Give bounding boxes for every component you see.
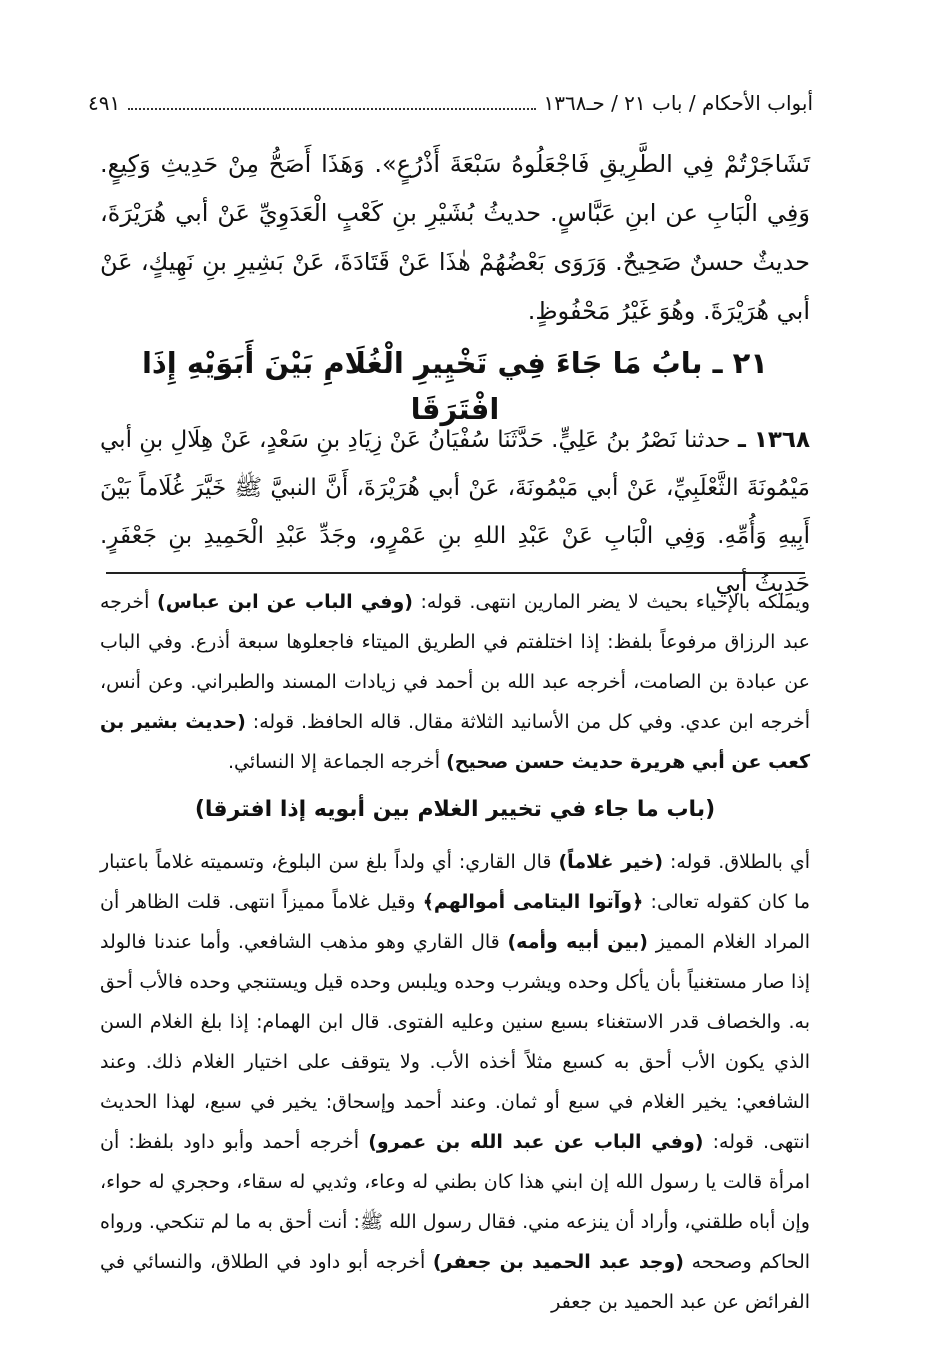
commentary-heading: (باب ما جاء في تخيير الغلام بين أبويه إذا افترقا) xyxy=(194,797,716,822)
hadith-1368-paragraph xyxy=(100,416,810,608)
page-number: ٤٩١ xyxy=(88,91,121,115)
commentary-text: أخرجه أبو داود في الطلاق، والنسائي في الفرائض عن عبد الحميد بن جعفر xyxy=(100,1251,810,1313)
commentary-text: أخرجه عبد الرزاق مرفوعاً بلفظ: إذا اختلفتم في الطريق الميتاء فاجعلوها سبعة أذرع. وفي الباب عن عبادة بن الصامت، أخرجه عبد الله بن أحمد في زيادات المسند والطبراني. وعن أنس، أخرجه ابن عدي. وفي كل من الأسانيد الثلاثة مقال. قاله الحافظ. قوله: xyxy=(100,591,810,733)
chapter-heading: ٢١ ـ بابُ مَا جَاءَ فِي تَخْيِيرِ الْغُلَامِ بَيْنَ أَبَوَيْهِ إِذَا افْتَرَقَا xyxy=(141,346,769,426)
quran-quote: ﴿وآتوا اليتامى أموالهم﴾ xyxy=(422,891,644,913)
dotted-leader xyxy=(128,96,535,110)
commentary-text: قال القاري وهو مذهب الشافعي. وأما عندنا فالولد إذا صار مستغنياً بأن يأكل وحده ويشرب وحده ويلبس وحده قيل ويستنجي وحده فالأب أحق به. والخصاف قدر الاستغناء بسبع سنين وعليه الفتوى. قال ابن الهمام: إذا بلغ الغلام السن الذي يكون الأب أحق به كسبع مثلاً أخذه الأب. ولا يتوقف على اختيار الغلام ذلك. وعند الشافعي: يخير الغلام في سبع أو ثمان. وعند أحمد وإسحاق: يخير في سبع، لهذا الحديث انتهى. قوله: xyxy=(100,931,810,1153)
footnote-divider xyxy=(106,572,805,574)
commentary-quote: (وفي الباب عن ابن عباس) xyxy=(157,591,413,613)
commentary-quote: (خير غلاماً) xyxy=(558,851,664,873)
hadith-text: حدثنا نَصْرُ بنُ عَلِيٍّ. حَدَّثَنَا سُفْيَانُ عَنْ زِيَادِ بنِ سَعْدٍ، عَنْ هِلَالِ بنِ أبي مَيْمُونَةَ الثَّعْلَبِيِّ، عَنْ أبي مَيْمُونَةَ، عَنْ أبي هُرَيْرَةَ، أَنَّ النبيَّ ﷺ خَيَّرَ غُلَاماً بَيْنَ أَبِيهِ وَأُمِّهِ. وَفِي الْبَابِ عَنْ عَبْدِ اللهِ بنِ عَمْرٍو، وجَدِّ عَبْدِ الْحَمِيدِ بنِ جَعْفَرٍ. حَدِيثُ أبي xyxy=(100,427,810,597)
commentary-quote: (بين أبيه وأمه) xyxy=(507,931,648,953)
commentary-quote: (وجد عبد الحميد بن جعفر) xyxy=(432,1251,684,1273)
hadith-continuation xyxy=(100,140,810,336)
commentary-part-2-paragraph xyxy=(100,842,810,1322)
commentary-text: قال القاري: أي ولداً بلغ سن البلوغ، وتسميته غلاماً باعتبار ما كان كقوله تعالى: xyxy=(100,851,810,913)
hadith-continuation-text: تَشَاجَرْتُمْ فِي الطَّرِيقِ فَاجْعَلُوهُ سَبْعَةَ أَذْرُعٍ». وَهَذَا أَصَحُّ مِنْ حَدِيثِ وَكِيعٍ. وَفِي الْبَابِ عن ابنِ عَبَّاسٍ. حديثُ بُشَيْرِ بنِ كَعْبٍ الْعَدَوِيِّ عَنْ أبي هُرَيْرَةَ، حديثٌ حسنٌ صَحِيحٌ. وَرَوَى بَعْضُهُمْ هٰذَا عَنْ قَتَادَةَ، عَنْ بَشِيرِ بنِ نَهِيكٍ، عَنْ أبي هُرَيْرَةَ. وهُوَ غَيْرُ مَحْفُوظٍ. xyxy=(100,150,810,325)
hadith-1368 xyxy=(100,416,810,608)
commentary-text: أي بالطلاق. قوله: xyxy=(670,851,810,873)
commentary-text: أخرجه الجماعة إلا النسائي. xyxy=(228,751,441,773)
commentary-quote: (حديث بشير بن كعب عن أبي هريرة حديث حسن صحيح) xyxy=(100,711,810,773)
running-header xyxy=(88,88,813,118)
commentary-part-1-paragraph xyxy=(100,582,810,782)
commentary-part-2 xyxy=(100,842,810,1322)
commentary-text: أخرجه أحمد وأبو داود بلفظ: أن امرأة قالت يا رسول الله إن ابني هذا كان بطني له وعاء، وثديي له سقاء، وحجري له حواء، وإن أباه طلقني، وأراد أن ينزعه مني. فقال رسول الله ﷺ: أنت أحق به ما لم تنكحي. ورواه الحاكم وصححه xyxy=(100,1131,811,1273)
commentary-quote: (وفي الباب عن عبد الله بن عمرو) xyxy=(368,1131,704,1153)
commentary-part-1 xyxy=(100,582,810,782)
commentary-text: وقيل غلاماً مميزاً انتهى. قلت الظاهر أن المراد الغلام المميز xyxy=(100,891,810,953)
running-title: أبواب الأحكام / باب ٢١ / حـ١٣٦٨ xyxy=(543,91,813,115)
commentary-text: ويملكه بالإحياء بحيث لا يضر المارين انتهى. قوله: xyxy=(420,591,810,613)
hadith-number: ١٣٦٨ ـ xyxy=(737,427,811,453)
